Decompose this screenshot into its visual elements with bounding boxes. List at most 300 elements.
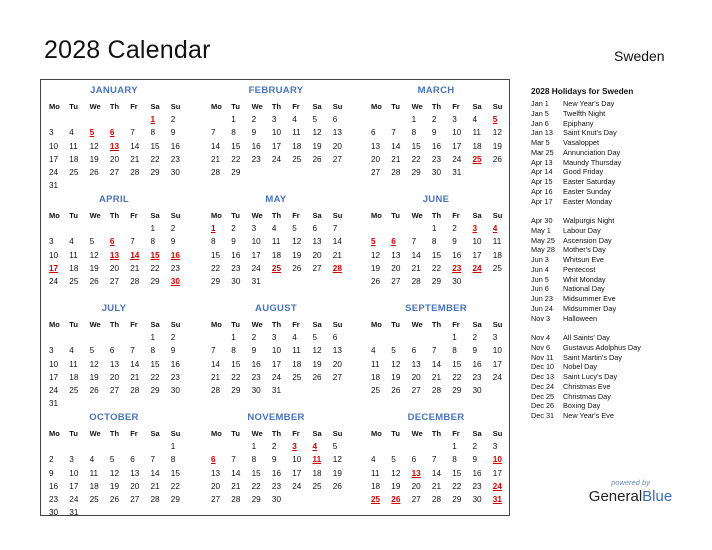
day-cell: 13 <box>332 346 342 356</box>
day-cell: 22 <box>150 372 160 382</box>
day-cell: 2 <box>431 115 437 124</box>
day-cell: 21 <box>130 263 140 273</box>
month-name: MARCH <box>417 85 455 96</box>
weekday-label: Tu <box>231 320 240 329</box>
holiday-row <box>531 99 706 109</box>
day-cell: 21 <box>130 154 140 164</box>
day-cell: 15 <box>431 250 441 260</box>
day-cell: 23 <box>170 263 180 273</box>
day-grid <box>43 113 185 193</box>
holiday-row <box>531 197 706 207</box>
weekday-label: Sa <box>150 102 160 111</box>
day-cell: 19 <box>89 154 99 164</box>
holidays-list <box>531 99 706 421</box>
day-cell: 17 <box>251 250 261 260</box>
day-cell: 24 <box>292 481 302 491</box>
holiday-row <box>531 245 706 255</box>
day-cell: 7 <box>150 455 156 465</box>
holiday-date: Nov 6 <box>531 342 551 352</box>
day-cell: 4 <box>371 455 376 465</box>
day-grid <box>205 222 347 288</box>
empty-day-cell <box>63 113 83 126</box>
holiday-date: Apr 13 <box>531 157 553 167</box>
weekday-label: Sa <box>150 429 160 438</box>
day-cell: 14 <box>130 359 140 369</box>
day-cell: 30 <box>431 168 441 178</box>
day-cell: 16 <box>472 359 482 369</box>
holiday-date: Dec 10 <box>531 362 555 372</box>
day-grid <box>205 331 347 397</box>
day-cell: 3 <box>271 333 277 342</box>
empty-day-cell <box>205 113 225 126</box>
weekday-label: Fr <box>292 102 300 111</box>
day-cell: 19 <box>89 263 99 273</box>
day-cell: 22 <box>231 372 241 382</box>
day-cell: 27 <box>411 495 421 505</box>
day-cell: 16 <box>472 468 482 478</box>
weekday-label: Sa <box>472 320 482 329</box>
weekday-header <box>365 318 507 331</box>
day-cell: 23 <box>170 154 180 164</box>
day-cell: 5 <box>109 455 115 465</box>
month-name: FEBRUARY <box>248 85 304 96</box>
day-cell: 8 <box>452 346 457 356</box>
month-name: DECEMBER <box>407 412 465 423</box>
day-cell: 21 <box>211 372 221 382</box>
day-cell: 6 <box>332 333 338 342</box>
holiday-name: Midsummer Eve <box>563 294 616 303</box>
weekday-label: Sa <box>312 211 322 220</box>
holiday-name: Halloween <box>563 313 598 323</box>
holiday-row <box>531 138 706 148</box>
holiday-date: May 25 <box>531 235 555 245</box>
day-cell: 13 <box>109 359 119 369</box>
day-cell: 4 <box>292 333 297 342</box>
day-cell: 18 <box>69 263 79 273</box>
holiday-name: Saint Knut's Day <box>563 128 617 138</box>
weekday-label: Th <box>109 320 120 329</box>
holiday-date: Nov 4 <box>531 333 551 342</box>
holiday-day-cell: 3 <box>292 442 297 451</box>
weekday-label: Mo <box>49 320 60 329</box>
day-cell: 5 <box>312 115 318 124</box>
day-cell: 3 <box>49 128 54 138</box>
month-name: JULY <box>101 303 127 314</box>
weekday-label: Sa <box>150 320 160 329</box>
day-cell: 28 <box>130 168 140 178</box>
holiday-name: New Year's Day <box>563 99 615 108</box>
holiday-row <box>531 284 706 294</box>
day-cell: 9 <box>271 455 277 465</box>
day-cell: 24 <box>271 372 281 382</box>
day-cell: 7 <box>211 346 216 356</box>
day-cell: 20 <box>109 372 119 382</box>
day-cell: 29 <box>411 168 421 178</box>
day-cell: 3 <box>492 333 498 342</box>
day-cell: 24 <box>271 154 281 164</box>
holiday-day-cell: 14 <box>130 250 140 260</box>
day-cell: 22 <box>431 263 441 273</box>
day-cell: 8 <box>150 346 156 356</box>
holiday-date: Dec 13 <box>531 372 555 381</box>
holiday-day-cell: 16 <box>170 250 180 260</box>
weekday-label: Fr <box>292 320 300 329</box>
weekday-label: Sa <box>472 429 482 438</box>
weekday-label: Su <box>170 429 181 438</box>
day-cell: 17 <box>69 481 79 491</box>
day-cell: 22 <box>150 263 160 273</box>
day-cell: 26 <box>292 263 302 273</box>
day-cell: 26 <box>109 495 119 505</box>
day-cell: 12 <box>89 359 99 369</box>
day-cell: 17 <box>271 359 281 369</box>
empty-day-cell <box>63 222 83 235</box>
day-cell: 10 <box>271 128 281 138</box>
weekday-label: We <box>251 211 263 220</box>
day-cell: 11 <box>89 468 99 478</box>
day-cell: 22 <box>411 154 421 164</box>
empty-day-cell <box>406 222 426 235</box>
month-may <box>205 191 347 288</box>
holiday-day-cell: 3 <box>472 224 478 233</box>
day-cell: 14 <box>130 141 140 151</box>
day-cell: 20 <box>109 154 119 164</box>
day-cell: 20 <box>411 481 421 491</box>
day-cell: 8 <box>411 128 417 138</box>
day-cell: 2 <box>170 224 176 233</box>
day-cell: 14 <box>150 468 160 478</box>
holiday-name: New Year's Eve <box>563 411 614 420</box>
holiday-name: Vasaloppet <box>563 138 599 147</box>
weekday-label: We <box>89 211 101 220</box>
day-cell: 17 <box>49 372 59 382</box>
weekday-label: Fr <box>292 211 300 220</box>
day-grid <box>365 440 507 506</box>
holiday-date: Apr 14 <box>531 167 553 177</box>
day-cell: 11 <box>371 359 380 369</box>
day-cell: 4 <box>271 224 277 233</box>
day-cell: 9 <box>170 128 176 138</box>
day-cell: 12 <box>109 468 119 478</box>
empty-day-cell <box>84 222 104 235</box>
day-cell: 29 <box>452 495 462 505</box>
empty-day-cell <box>104 222 124 235</box>
holiday-row <box>531 177 706 187</box>
day-cell: 26 <box>89 168 99 178</box>
page-title: 2028 Calendar <box>44 36 211 64</box>
holiday-date <box>531 323 563 333</box>
day-cell: 10 <box>492 346 502 356</box>
weekday-label: Th <box>109 102 120 111</box>
weekday-label: Su <box>170 320 181 329</box>
day-cell: 25 <box>69 277 79 287</box>
weekday-label: Fr <box>452 102 460 111</box>
day-cell: 27 <box>109 168 119 178</box>
weekday-label: Fr <box>130 429 138 438</box>
weekday-label: Th <box>109 211 120 220</box>
empty-day-cell <box>205 440 225 453</box>
day-cell: 25 <box>312 481 322 491</box>
day-cell: 16 <box>170 141 180 151</box>
weekday-label: Th <box>431 320 442 329</box>
holiday-date: Jun 23 <box>531 294 553 303</box>
day-cell: 25 <box>492 263 502 273</box>
day-cell: 10 <box>49 250 59 260</box>
holiday-name: Pentecost <box>563 264 596 274</box>
holiday-day-cell: 24 <box>492 481 502 491</box>
month-january <box>43 82 185 193</box>
weekday-header <box>365 209 507 222</box>
day-cell: 8 <box>431 237 437 247</box>
holiday-day-cell: 6 <box>391 237 396 247</box>
month-name: OCTOBER <box>89 412 139 423</box>
month-december <box>365 409 507 506</box>
holiday-row <box>531 372 706 382</box>
empty-day-cell <box>84 113 104 126</box>
holiday-date: Jun 6 <box>531 284 549 294</box>
month-name: APRIL <box>99 194 129 205</box>
holiday-name: Christmas Day <box>563 391 611 401</box>
day-cell: 12 <box>492 128 502 138</box>
day-cell: 6 <box>109 346 115 356</box>
day-cell: 15 <box>251 468 261 478</box>
weekday-label: Tu <box>391 429 400 438</box>
holiday-day-cell: 4 <box>312 442 318 451</box>
day-cell: 2 <box>170 333 176 342</box>
day-cell: 27 <box>332 372 342 382</box>
day-cell: 1 <box>431 224 437 233</box>
weekday-label: We <box>251 320 263 329</box>
weekday-label: Mo <box>371 320 382 329</box>
day-cell: 24 <box>49 277 59 287</box>
day-cell: 13 <box>391 250 401 260</box>
day-cell: 11 <box>292 346 301 356</box>
weekday-label: Th <box>109 429 120 438</box>
day-cell: 3 <box>271 115 277 124</box>
day-cell: 30 <box>452 277 462 287</box>
day-cell: 15 <box>211 250 221 260</box>
day-cell: 18 <box>292 141 302 151</box>
day-cell: 28 <box>231 495 241 505</box>
day-cell: 5 <box>89 346 95 356</box>
weekday-label: Sa <box>312 102 322 111</box>
holiday-name: Boxing Day <box>563 401 601 411</box>
day-cell: 21 <box>431 372 441 382</box>
day-cell: 28 <box>391 168 401 178</box>
weekday-label: Mo <box>211 429 222 438</box>
holiday-date <box>531 206 563 216</box>
day-cell: 26 <box>371 277 381 287</box>
day-cell: 9 <box>231 237 236 247</box>
day-cell: 16 <box>251 359 261 369</box>
day-cell: 7 <box>431 346 437 356</box>
day-grid <box>205 113 347 179</box>
holiday-row <box>531 109 706 119</box>
holiday-date: Dec 26 <box>531 401 555 411</box>
holiday-name: Easter Saturday <box>563 177 616 186</box>
holiday-row <box>531 265 706 275</box>
empty-day-cell <box>365 331 385 344</box>
day-cell: 24 <box>69 495 79 505</box>
day-cell: 22 <box>211 263 221 273</box>
day-cell: 22 <box>231 154 241 164</box>
day-cell: 28 <box>411 277 421 287</box>
holiday-day-cell: 25 <box>371 495 381 505</box>
day-cell: 9 <box>49 468 54 478</box>
day-cell: 15 <box>452 359 462 369</box>
empty-day-cell <box>406 440 426 453</box>
day-cell: 1 <box>251 442 257 451</box>
day-cell: 17 <box>49 154 59 164</box>
empty-day-cell <box>365 440 385 453</box>
day-cell: 6 <box>130 455 135 465</box>
day-cell: 7 <box>130 237 135 247</box>
weekday-label: Su <box>170 102 181 111</box>
day-cell: 5 <box>312 333 318 342</box>
holiday-date: Jan 5 <box>531 108 549 118</box>
day-cell: 12 <box>89 250 99 260</box>
month-october <box>43 409 185 520</box>
empty-day-cell <box>124 440 144 453</box>
holiday-date: Apr 17 <box>531 196 553 206</box>
holiday-row <box>531 353 706 363</box>
month-name: NOVEMBER <box>247 412 305 423</box>
day-cell: 12 <box>371 250 381 260</box>
day-cell: 19 <box>292 250 302 260</box>
day-cell: 15 <box>452 468 462 478</box>
holiday-row <box>531 187 706 197</box>
day-cell: 19 <box>391 481 401 491</box>
day-cell: 27 <box>312 263 322 273</box>
month-name: JUNE <box>422 194 450 205</box>
holiday-row <box>531 167 706 177</box>
day-cell: 10 <box>472 237 482 247</box>
weekday-label: Su <box>332 429 343 438</box>
holiday-day-cell: 10 <box>492 455 502 465</box>
day-cell: 20 <box>130 481 140 491</box>
day-cell: 17 <box>492 468 502 478</box>
weekday-label: Tu <box>69 429 78 438</box>
weekday-header <box>365 427 507 440</box>
day-cell: 22 <box>150 154 160 164</box>
weekday-label: We <box>251 102 263 111</box>
holiday-day-cell: 24 <box>472 263 482 273</box>
brand-name-blue: Blue <box>642 488 673 505</box>
holiday-row <box>531 128 706 138</box>
weekday-header <box>205 427 347 440</box>
day-cell: 15 <box>150 141 160 151</box>
day-cell: 5 <box>292 224 297 233</box>
empty-day-cell <box>426 331 446 344</box>
day-cell: 6 <box>371 128 376 138</box>
weekday-label: Fr <box>292 429 300 438</box>
day-cell: 2 <box>452 224 457 233</box>
day-cell: 17 <box>472 250 482 260</box>
day-cell: 14 <box>231 468 241 478</box>
weekday-label: We <box>411 320 423 329</box>
day-cell: 18 <box>371 481 381 491</box>
day-cell: 24 <box>49 386 59 396</box>
day-cell: 24 <box>49 168 59 178</box>
holiday-date: May 28 <box>531 245 555 255</box>
day-cell: 13 <box>411 359 421 369</box>
day-cell: 3 <box>69 455 74 465</box>
day-cell: 31 <box>49 399 59 409</box>
day-cell: 8 <box>211 237 216 247</box>
weekday-label: Sa <box>312 429 322 438</box>
day-cell: 31 <box>452 168 462 178</box>
weekday-label: Fr <box>130 211 138 220</box>
brand-name <box>583 488 678 505</box>
holiday-day-cell: 13 <box>109 250 119 260</box>
day-cell: 19 <box>391 372 401 382</box>
weekday-label: Fr <box>452 429 460 438</box>
day-cell: 8 <box>150 237 156 247</box>
day-cell: 5 <box>89 237 95 247</box>
day-cell: 14 <box>431 359 441 369</box>
day-cell: 7 <box>130 346 135 356</box>
day-cell: 12 <box>89 141 99 151</box>
holiday-day-cell: 23 <box>452 263 462 273</box>
holiday-day-cell: 13 <box>411 468 421 478</box>
day-cell: 9 <box>170 237 176 247</box>
day-cell: 7 <box>211 128 216 138</box>
holiday-date: Apr 30 <box>531 216 553 225</box>
day-cell: 22 <box>452 481 462 491</box>
holiday-row <box>531 382 706 392</box>
holiday-gap <box>531 323 706 333</box>
calendar-frame <box>40 79 510 516</box>
day-cell: 11 <box>69 250 78 260</box>
holiday-date: Jun 5 <box>531 274 549 284</box>
day-cell: 23 <box>431 154 441 164</box>
weekday-label: Mo <box>49 102 60 111</box>
weekday-label: Sa <box>472 211 482 220</box>
weekday-label: We <box>251 429 263 438</box>
holiday-name: Ascension Day <box>563 235 612 245</box>
empty-day-cell <box>385 113 405 126</box>
empty-day-cell <box>365 222 385 235</box>
day-cell: 14 <box>391 141 401 151</box>
day-cell: 27 <box>332 154 342 164</box>
weekday-header <box>205 100 347 113</box>
day-cell: 25 <box>89 495 99 505</box>
day-cell: 27 <box>391 277 401 287</box>
holiday-name: Whit Monday <box>563 274 606 284</box>
day-cell: 13 <box>371 141 381 151</box>
day-cell: 16 <box>49 481 59 491</box>
holiday-row <box>531 333 706 343</box>
day-cell: 14 <box>211 359 221 369</box>
month-february <box>205 82 347 179</box>
holiday-row <box>531 362 706 372</box>
day-cell: 18 <box>472 141 482 151</box>
day-cell: 16 <box>231 250 241 260</box>
weekday-label: Tu <box>69 102 78 111</box>
day-cell: 23 <box>49 495 59 505</box>
holidays-title: 2028 Holidays for Sweden <box>531 86 634 96</box>
brand-logo <box>583 478 678 505</box>
weekday-label: Su <box>492 211 503 220</box>
day-cell: 11 <box>292 128 301 138</box>
day-cell: 9 <box>170 346 176 356</box>
day-grid <box>365 331 507 397</box>
day-cell: 4 <box>472 115 478 124</box>
day-cell: 3 <box>251 224 257 233</box>
day-cell: 31 <box>271 386 281 396</box>
empty-day-cell <box>43 222 63 235</box>
weekday-label: Tu <box>231 429 240 438</box>
